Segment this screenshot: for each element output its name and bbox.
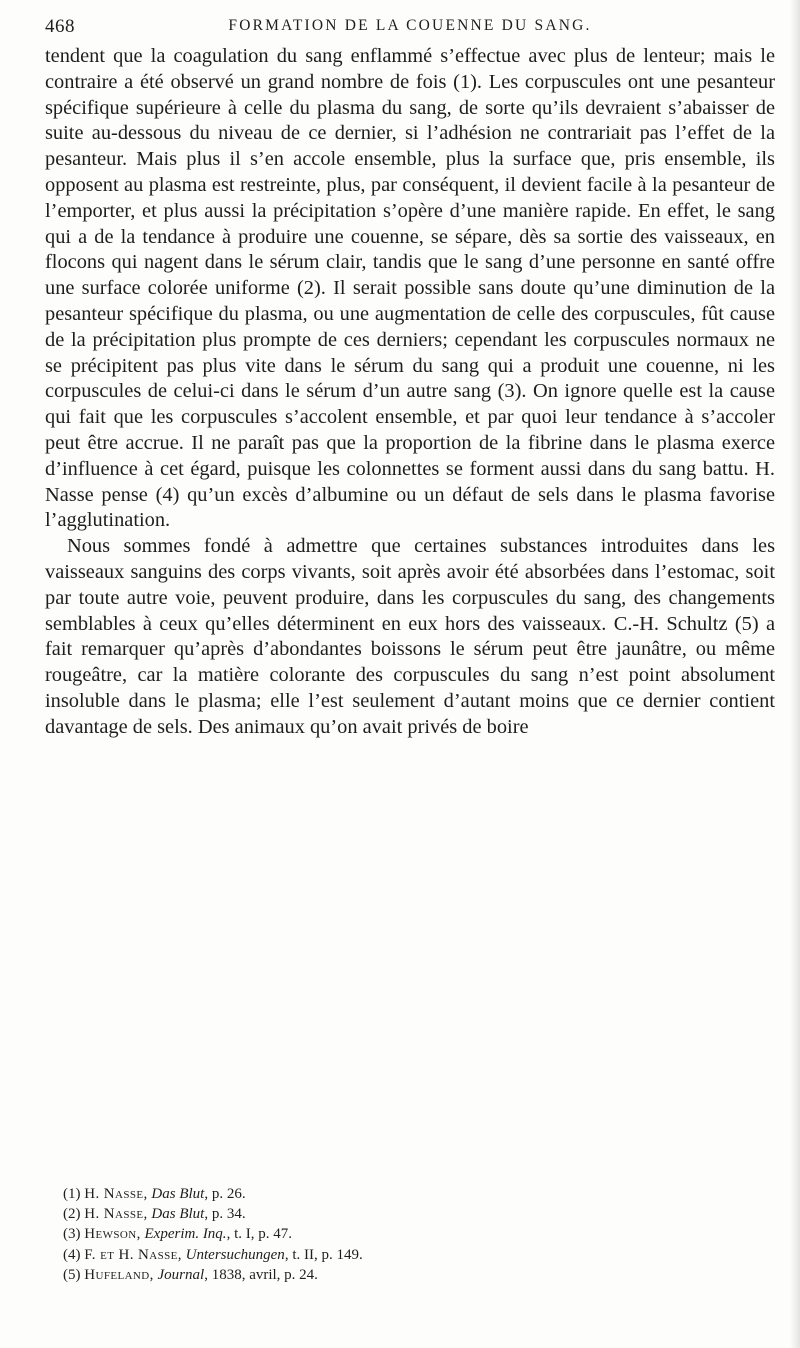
page-number: 468 [45,16,75,37]
footnote-work: Journal [157,1266,205,1283]
footnote-reference: , p. 26. [204,1186,246,1202]
footnote-marker: (3) [63,1226,81,1243]
footnote-author: F. et H. Nasse, [84,1246,182,1263]
footnote-reference: , 1838, avril, p. 24. [204,1266,318,1283]
footnote-author: Hufeland, [84,1266,154,1283]
body-text [45,44,775,741]
footnote-reference: , t. I, p. 47. [226,1226,292,1243]
footnote-author: Hewson, [84,1226,141,1243]
footnote-4 [63,1245,775,1265]
footnote-marker: (5) [63,1266,81,1283]
footnote-3 [63,1224,775,1244]
footnote-work: Untersuchungen [185,1246,285,1263]
footnote-reference: , p. 34. [204,1206,246,1223]
footnote-reference: , t. II, p. 149. [284,1246,363,1263]
footnote-1 [63,1184,775,1204]
footnote-work: Das Blut [151,1186,205,1202]
footnote-work: Experim. Inq. [144,1226,227,1243]
running-head [45,16,775,40]
paragraph: Nous sommes fondé à admettre que certaines substances introduites dans les vaisseaux sanguins des corps vivants, soit après avoir été absorbées dans l’estomac, soit par toute autre voie, peuvent produire, dans les corpuscules du sang, des changements semblables à ceux qu’elles déterminent en eux hors des vaisseaux. C.-H. Schultz (5) a fait remarquer qu’après d’abondantes boissons le sérum peut être jaunâtre, ou même rougeâtre, car la matière colorante des corpuscules du sang n’est point absolument insoluble dans le plasma; elle l’est seulement d’autant moins que ce dernier contient davantage de sels. Des animaux qu’on avait privés de boire [45,535,775,738]
footnote-2 [63,1204,775,1224]
footnote-5 [63,1265,775,1285]
running-head-title: FORMATION DE LA COUENNE DU SANG. [228,17,592,34]
footnote-marker: (2) [63,1206,81,1223]
footnotes [63,1184,775,1285]
footnote-author: H. Nasse, [84,1206,148,1223]
paragraph-continuation: tendent que la coagulation du sang enflammé s’effectue avec plus de lenteur; mais le contraire a été observé un grand nombre de fois (1). Les corpuscules ont une pesanteur spécifique supérieure à celle du plasma du sang, de sorte qu’ils devraient s’abaisser de suite au-dessous du niveau de ce dernier, si l’adhésion ne contrariait pas l’effet de la pesanteur. Mais plus il s’en accole ensemble, plus la surface que, pris ensemble, ils opposent au plasma est restreinte, plus, par conséquent, il devient facile à la pesanteur de l’emporter, et plus aussi la précipitation s’opère d’une manière rapide. En effet, le sang qui a de la tendance à produire une couenne, se sépare, dès sa sortie des vaisseaux, en flocons qui nagent dans le sérum clair, tandis que le sang d’une personne en santé offre une surface colorée uniforme (2). Il serait possible sans doute qu’une diminution de la pesanteur spécifique du plasma, ou une augmentation de celle des corpuscules, fût cause de la précipitation plus prompte de ces derniers; cependant les corpuscules normaux ne se précipitent pas plus vite dans le sérum du sang qui a produit une couenne, ni les corpuscules de celui-ci dans le sérum d’un autre sang (3). On ignore quelle est la cause qui fait que les corpuscules s’accolent ensemble, et par quoi leur tendance à s’accoler peut être accrue. Il ne paraît pas que la proportion de la fibrine dans le plasma exerce d’influence à cet égard, puisque les colonnettes se forment aussi dans du sang battu. H. Nasse pense (4) qu’un excès d’albumine ou un défaut de sels dans le plasma favorise l’agglutination. [45,45,775,532]
page-edge-shadow [790,0,800,1348]
footnote-work: Das Blut [151,1206,205,1223]
footnote-marker: (1) [63,1186,81,1202]
footnote-marker: (4) [63,1246,81,1263]
footnote-author: H. Nasse, [84,1186,148,1202]
